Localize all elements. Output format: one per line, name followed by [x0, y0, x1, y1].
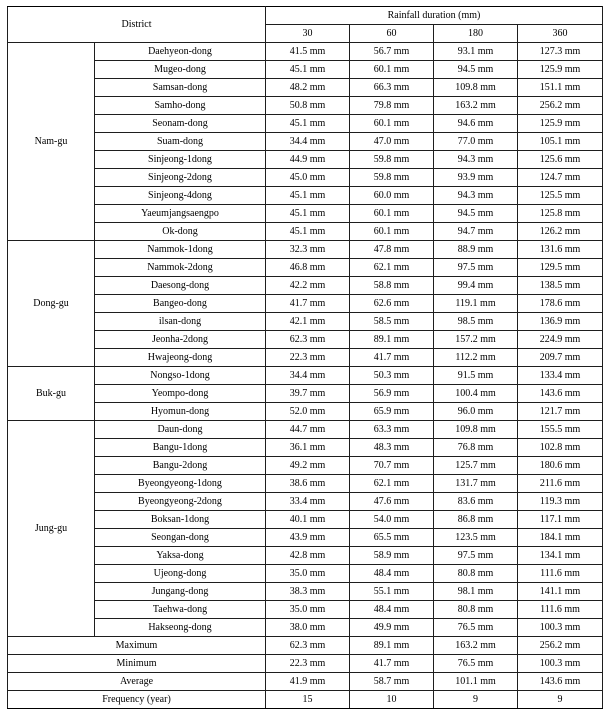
dong-name-cell: Suam-dong [95, 133, 266, 151]
table-row [8, 565, 603, 583]
rainfall-value-cell: 155.5 mm [518, 421, 603, 439]
table-row [8, 547, 603, 565]
rainfall-value-cell: 91.5 mm [434, 367, 518, 385]
dong-name-cell: Yaksa-dong [95, 547, 266, 565]
rainfall-value-cell: 62.1 mm [350, 259, 434, 277]
rainfall-value-cell: 89.1 mm [350, 331, 434, 349]
summary-value-cell: 89.1 mm [350, 637, 434, 655]
summary-row [8, 673, 603, 691]
dong-name-cell: Jungang-dong [95, 583, 266, 601]
rainfall-value-cell: 109.8 mm [434, 79, 518, 97]
rainfall-value-cell: 134.1 mm [518, 547, 603, 565]
dong-name-cell: Samho-dong [95, 97, 266, 115]
rainfall-value-cell: 65.5 mm [350, 529, 434, 547]
dong-name-cell: Hyomun-dong [95, 403, 266, 421]
rainfall-value-cell: 59.8 mm [350, 169, 434, 187]
table-row [8, 385, 603, 403]
table-row [8, 43, 603, 61]
rainfall-value-cell: 100.3 mm [518, 619, 603, 637]
summary-value-cell: 76.5 mm [434, 655, 518, 673]
summary-value-cell: 15 [266, 691, 350, 709]
summary-value-cell: 9 [434, 691, 518, 709]
rainfall-value-cell: 224.9 mm [518, 331, 603, 349]
dong-name-cell: Boksan-1dong [95, 511, 266, 529]
dong-name-cell: Hakseong-dong [95, 619, 266, 637]
dong-name-cell: Sinjeong-2dong [95, 169, 266, 187]
rainfall-value-cell: 56.9 mm [350, 385, 434, 403]
rainfall-value-cell: 86.8 mm [434, 511, 518, 529]
summary-label-cell: Average [8, 673, 266, 691]
rainfall-value-cell: 22.3 mm [266, 349, 350, 367]
summary-value-cell: 9 [518, 691, 603, 709]
table-row [8, 583, 603, 601]
duration-header-30: 30 [266, 25, 350, 43]
table-body [8, 43, 603, 709]
summary-label-cell: Frequency (year) [8, 691, 266, 709]
dong-name-cell: Sinjeong-4dong [95, 187, 266, 205]
dong-name-cell: Bangu-1dong [95, 439, 266, 457]
rainfall-value-cell: 47.6 mm [350, 493, 434, 511]
dong-name-cell: Daun-dong [95, 421, 266, 439]
dong-name-cell: Daesong-dong [95, 277, 266, 295]
rainfall-value-cell: 46.8 mm [266, 259, 350, 277]
table-row [8, 511, 603, 529]
table-row [8, 601, 603, 619]
rainfall-value-cell: 127.3 mm [518, 43, 603, 61]
table-row [8, 97, 603, 115]
duration-header-180: 180 [434, 25, 518, 43]
dong-name-cell: Bangu-2dong [95, 457, 266, 475]
rainfall-value-cell: 48.4 mm [350, 565, 434, 583]
rainfall-value-cell: 94.5 mm [434, 61, 518, 79]
rainfall-value-cell: 49.9 mm [350, 619, 434, 637]
summary-label-cell: Minimum [8, 655, 266, 673]
rainfall-value-cell: 55.1 mm [350, 583, 434, 601]
rainfall-value-cell: 58.8 mm [350, 277, 434, 295]
rainfall-value-cell: 47.8 mm [350, 241, 434, 259]
rainfall-value-cell: 119.1 mm [434, 295, 518, 313]
rainfall-value-cell: 79.8 mm [350, 97, 434, 115]
summary-value-cell: 101.1 mm [434, 673, 518, 691]
rainfall-value-cell: 97.5 mm [434, 259, 518, 277]
rainfall-value-cell: 136.9 mm [518, 313, 603, 331]
table-row [8, 223, 603, 241]
summary-value-cell: 163.2 mm [434, 637, 518, 655]
rainfall-value-cell: 58.5 mm [350, 313, 434, 331]
dong-name-cell: Bangeo-dong [95, 295, 266, 313]
rainfall-value-cell: 209.7 mm [518, 349, 603, 367]
rainfall-value-cell: 111.6 mm [518, 601, 603, 619]
rainfall-value-cell: 33.4 mm [266, 493, 350, 511]
summary-row [8, 691, 603, 709]
rainfall-value-cell: 45.1 mm [266, 223, 350, 241]
rainfall-value-cell: 133.4 mm [518, 367, 603, 385]
summary-value-cell: 143.6 mm [518, 673, 603, 691]
rainfall-value-cell: 125.8 mm [518, 205, 603, 223]
table-row [8, 79, 603, 97]
table-header [8, 7, 603, 43]
rainfall-value-cell: 63.3 mm [350, 421, 434, 439]
rainfall-value-cell: 102.8 mm [518, 439, 603, 457]
rainfall-value-cell: 163.2 mm [434, 97, 518, 115]
rainfall-value-cell: 32.3 mm [266, 241, 350, 259]
rainfall-value-cell: 125.9 mm [518, 115, 603, 133]
rainfall-value-cell: 77.0 mm [434, 133, 518, 151]
rainfall-value-cell: 98.5 mm [434, 313, 518, 331]
rainfall-value-cell: 143.6 mm [518, 385, 603, 403]
rainfall-value-cell: 58.9 mm [350, 547, 434, 565]
summary-row [8, 655, 603, 673]
table-row [8, 277, 603, 295]
table-row [8, 403, 603, 421]
dong-name-cell: Nongso-1dong [95, 367, 266, 385]
rainfall-value-cell: 97.5 mm [434, 547, 518, 565]
rainfall-value-cell: 60.1 mm [350, 223, 434, 241]
rainfall-value-cell: 112.2 mm [434, 349, 518, 367]
dong-name-cell: Taehwa-dong [95, 601, 266, 619]
rainfall-value-cell: 40.1 mm [266, 511, 350, 529]
rainfall-value-cell: 62.1 mm [350, 475, 434, 493]
rainfall-value-cell: 39.7 mm [266, 385, 350, 403]
table-row [8, 457, 603, 475]
rainfall-value-cell: 94.6 mm [434, 115, 518, 133]
summary-value-cell: 10 [350, 691, 434, 709]
summary-value-cell: 41.9 mm [266, 673, 350, 691]
table-row [8, 61, 603, 79]
rainfall-value-cell: 44.7 mm [266, 421, 350, 439]
rainfall-value-cell: 42.1 mm [266, 313, 350, 331]
rainfall-value-cell: 54.0 mm [350, 511, 434, 529]
rainfall-value-cell: 141.1 mm [518, 583, 603, 601]
rainfall-value-cell: 48.2 mm [266, 79, 350, 97]
rainfall-value-cell: 88.9 mm [434, 241, 518, 259]
table-row [8, 169, 603, 187]
table-row [8, 529, 603, 547]
rainfall-value-cell: 34.4 mm [266, 133, 350, 151]
table-row [8, 331, 603, 349]
table-row [8, 115, 603, 133]
rainfall-value-cell: 109.8 mm [434, 421, 518, 439]
summary-value-cell: 58.7 mm [350, 673, 434, 691]
duration-header-60: 60 [350, 25, 434, 43]
rainfall-value-cell: 47.0 mm [350, 133, 434, 151]
dong-name-cell: Mugeo-dong [95, 61, 266, 79]
table-row [8, 421, 603, 439]
table-row [8, 187, 603, 205]
rainfall-value-cell: 62.6 mm [350, 295, 434, 313]
district-group-cell: Jung-gu [8, 421, 95, 637]
table-row [8, 349, 603, 367]
rainfall-value-cell: 124.7 mm [518, 169, 603, 187]
rainfall-value-cell: 76.5 mm [434, 619, 518, 637]
dong-name-cell: Yaeumjangsaengpo [95, 205, 266, 223]
table-row [8, 259, 603, 277]
table-row [8, 475, 603, 493]
rainfall-value-cell: 96.0 mm [434, 403, 518, 421]
rainfall-value-cell: 94.3 mm [434, 187, 518, 205]
rainfall-value-cell: 49.2 mm [266, 457, 350, 475]
table-row [8, 619, 603, 637]
rainfall-value-cell: 76.8 mm [434, 439, 518, 457]
rainfall-value-cell: 180.6 mm [518, 457, 603, 475]
rainfall-value-cell: 48.3 mm [350, 439, 434, 457]
rainfall-value-cell: 38.3 mm [266, 583, 350, 601]
rainfall-value-cell: 125.5 mm [518, 187, 603, 205]
rainfall-value-cell: 62.3 mm [266, 331, 350, 349]
rainfall-value-cell: 93.1 mm [434, 43, 518, 61]
rainfall-value-cell: 121.7 mm [518, 403, 603, 421]
rainfall-value-cell: 70.7 mm [350, 457, 434, 475]
rainfall-value-cell: 123.5 mm [434, 529, 518, 547]
dong-name-cell: Ujeong-dong [95, 565, 266, 583]
rainfall-value-cell: 65.9 mm [350, 403, 434, 421]
rainfall-value-cell: 45.0 mm [266, 169, 350, 187]
rainfall-duration-header: Rainfall duration (mm) [266, 7, 603, 25]
rainfall-value-cell: 42.2 mm [266, 277, 350, 295]
rainfall-value-cell: 117.1 mm [518, 511, 603, 529]
duration-header-360: 360 [518, 25, 603, 43]
rainfall-value-cell: 151.1 mm [518, 79, 603, 97]
rainfall-value-cell: 94.7 mm [434, 223, 518, 241]
table-row [8, 493, 603, 511]
rainfall-value-cell: 45.1 mm [266, 205, 350, 223]
district-group-cell: Buk-gu [8, 367, 95, 421]
summary-value-cell: 41.7 mm [350, 655, 434, 673]
rainfall-value-cell: 60.1 mm [350, 61, 434, 79]
rainfall-value-cell: 50.8 mm [266, 97, 350, 115]
rainfall-value-cell: 83.6 mm [434, 493, 518, 511]
dong-name-cell: Seonam-dong [95, 115, 266, 133]
rainfall-value-cell: 38.6 mm [266, 475, 350, 493]
rainfall-value-cell: 184.1 mm [518, 529, 603, 547]
rainfall-value-cell: 41.7 mm [350, 349, 434, 367]
dong-name-cell: Byeongyeong-1dong [95, 475, 266, 493]
table-row [8, 313, 603, 331]
rainfall-value-cell: 41.7 mm [266, 295, 350, 313]
rainfall-value-cell: 157.2 mm [434, 331, 518, 349]
rainfall-value-cell: 178.6 mm [518, 295, 603, 313]
dong-name-cell: Yeompo-dong [95, 385, 266, 403]
rainfall-value-cell: 35.0 mm [266, 601, 350, 619]
rainfall-value-cell: 100.4 mm [434, 385, 518, 403]
dong-name-cell: Nammok-2dong [95, 259, 266, 277]
rainfall-value-cell: 56.7 mm [350, 43, 434, 61]
dong-name-cell: Nammok-1dong [95, 241, 266, 259]
rainfall-value-cell: 111.6 mm [518, 565, 603, 583]
rainfall-value-cell: 34.4 mm [266, 367, 350, 385]
header-row-top [8, 7, 603, 25]
summary-value-cell: 22.3 mm [266, 655, 350, 673]
dong-name-cell: Sinjeong-1dong [95, 151, 266, 169]
rainfall-value-cell: 48.4 mm [350, 601, 434, 619]
table-row [8, 439, 603, 457]
rainfall-value-cell: 119.3 mm [518, 493, 603, 511]
summary-value-cell: 100.3 mm [518, 655, 603, 673]
rainfall-value-cell: 99.4 mm [434, 277, 518, 295]
rainfall-value-cell: 126.2 mm [518, 223, 603, 241]
rainfall-value-cell: 66.3 mm [350, 79, 434, 97]
rainfall-value-cell: 43.9 mm [266, 529, 350, 547]
rainfall-table [7, 6, 603, 709]
table-row [8, 205, 603, 223]
rainfall-value-cell: 52.0 mm [266, 403, 350, 421]
rainfall-value-cell: 44.9 mm [266, 151, 350, 169]
rainfall-value-cell: 125.9 mm [518, 61, 603, 79]
dong-name-cell: Hwajeong-dong [95, 349, 266, 367]
rainfall-value-cell: 50.3 mm [350, 367, 434, 385]
dong-name-cell: Ok-dong [95, 223, 266, 241]
rainfall-value-cell: 94.3 mm [434, 151, 518, 169]
summary-value-cell: 62.3 mm [266, 637, 350, 655]
rainfall-value-cell: 38.0 mm [266, 619, 350, 637]
rainfall-value-cell: 80.8 mm [434, 601, 518, 619]
dong-name-cell: Byeongyeong-2dong [95, 493, 266, 511]
rainfall-value-cell: 59.8 mm [350, 151, 434, 169]
rainfall-value-cell: 60.1 mm [350, 115, 434, 133]
rainfall-value-cell: 60.0 mm [350, 187, 434, 205]
rainfall-value-cell: 131.7 mm [434, 475, 518, 493]
rainfall-value-cell: 131.6 mm [518, 241, 603, 259]
rainfall-value-cell: 125.7 mm [434, 457, 518, 475]
table-row [8, 295, 603, 313]
rainfall-value-cell: 105.1 mm [518, 133, 603, 151]
rainfall-value-cell: 94.5 mm [434, 205, 518, 223]
dong-name-cell: Jeonha-2dong [95, 331, 266, 349]
rainfall-value-cell: 125.6 mm [518, 151, 603, 169]
table-row [8, 367, 603, 385]
dong-name-cell: Seongan-dong [95, 529, 266, 547]
rainfall-value-cell: 45.1 mm [266, 187, 350, 205]
rainfall-value-cell: 42.8 mm [266, 547, 350, 565]
dong-name-cell: Daehyeon-dong [95, 43, 266, 61]
dong-name-cell: ilsan-dong [95, 313, 266, 331]
summary-row [8, 637, 603, 655]
rainfall-value-cell: 129.5 mm [518, 259, 603, 277]
rainfall-value-cell: 98.1 mm [434, 583, 518, 601]
rainfall-value-cell: 93.9 mm [434, 169, 518, 187]
rainfall-value-cell: 36.1 mm [266, 439, 350, 457]
district-header: District [8, 7, 266, 43]
summary-value-cell: 256.2 mm [518, 637, 603, 655]
district-group-cell: Nam-gu [8, 43, 95, 241]
district-group-cell: Dong-gu [8, 241, 95, 367]
rainfall-value-cell: 41.5 mm [266, 43, 350, 61]
rainfall-value-cell: 35.0 mm [266, 565, 350, 583]
rainfall-value-cell: 45.1 mm [266, 115, 350, 133]
table-row [8, 241, 603, 259]
rainfall-value-cell: 80.8 mm [434, 565, 518, 583]
rainfall-value-cell: 45.1 mm [266, 61, 350, 79]
table-row [8, 151, 603, 169]
rainfall-value-cell: 138.5 mm [518, 277, 603, 295]
rainfall-value-cell: 256.2 mm [518, 97, 603, 115]
rainfall-value-cell: 60.1 mm [350, 205, 434, 223]
summary-label-cell: Maximum [8, 637, 266, 655]
dong-name-cell: Samsan-dong [95, 79, 266, 97]
table-row [8, 133, 603, 151]
rainfall-value-cell: 211.6 mm [518, 475, 603, 493]
